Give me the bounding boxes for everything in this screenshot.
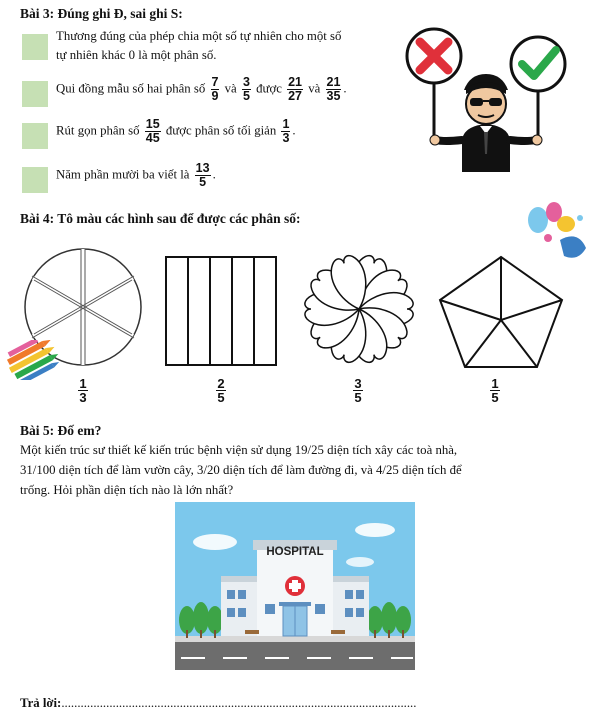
answer-dots[interactable]: ............................................................................................................... bbox=[61, 696, 417, 710]
bai5-problem: Một kiến trúc sư thiết kế kiến trúc bệnh viện sử dụng 19/25 diện tích xây các toà nhà, 31/100 diện tích để làm vườn cây, 3/20 diện tích để làm đường đi, và 4/25 diện tích để trống. Hỏi phần diện tích nào là lớn nhất? bbox=[20, 443, 462, 497]
fraction-3-5: $\frac{3}{5}$ bbox=[242, 75, 250, 103]
shape-fraction-1: $\frac{1}{3}$ bbox=[79, 376, 87, 405]
wrong-cross-icon bbox=[407, 29, 461, 142]
answer-label: Trả lời: bbox=[20, 696, 62, 710]
answer-box-3[interactable] bbox=[22, 123, 48, 149]
fraction-21-35: $\frac{21}{35}$ bbox=[326, 75, 341, 103]
pentagon-five-parts[interactable] bbox=[437, 254, 565, 370]
hospital-sign: HOSPITAL bbox=[266, 546, 324, 558]
hospital-illustration bbox=[175, 502, 415, 670]
statement-2: Qui đồng mẫu số hai phân số $\frac{7}{9}$ và $\frac{3}{5}$ được $\frac{21}{27}$ và $\frac{21}{35}$ . bbox=[56, 75, 347, 103]
fraction-21-27: $\frac{21}{27}$ bbox=[288, 75, 302, 103]
check-mark-icon bbox=[511, 37, 565, 142]
rectangle-five-strips[interactable] bbox=[165, 256, 277, 366]
shape-fraction-3: $\frac{3}{5}$ bbox=[354, 376, 362, 405]
fraction-1-3: $\frac{1}{3}$ bbox=[282, 117, 290, 145]
fraction-15-45: $\frac{15}{45}$ bbox=[145, 117, 160, 145]
bai5-title: Bài 5: Đố em? bbox=[20, 423, 102, 438]
shape-fraction-2: $\frac{2}{5}$ bbox=[217, 376, 225, 405]
flower-ten-petals[interactable] bbox=[299, 249, 419, 369]
fraction-7-9: $\frac{7}{9}$ bbox=[211, 75, 219, 103]
answer-box-2[interactable] bbox=[22, 81, 48, 107]
statement-3: Rút gọn phân số $\frac{15}{45}$ được phân số tối giản $\frac{1}{3}$ . bbox=[56, 117, 296, 145]
answer-box-4[interactable] bbox=[22, 167, 48, 193]
bai4-title: Bài 4: Tô màu các hình sau để được các phân số: bbox=[20, 211, 301, 226]
answer-box-1[interactable] bbox=[22, 34, 48, 60]
man-with-signs-illustration bbox=[400, 22, 576, 182]
fraction-13-5: $\frac{13}{5}$ bbox=[195, 161, 210, 189]
crayons-icon bbox=[4, 340, 60, 380]
shape-fraction-4: $\frac{1}{5}$ bbox=[491, 376, 499, 405]
statement-4: Năm phần mười ba viết là $\frac{13}{5}$ . bbox=[56, 161, 216, 189]
bai3-title: Bài 3: Đúng ghi Đ, sai ghi S: bbox=[20, 6, 183, 21]
statement-1: Thương đúng của phép chia một số tự nhiên cho một số tự nhiên khác 0 là một phân số. bbox=[56, 29, 342, 62]
answer-line[interactable] bbox=[20, 696, 585, 711]
